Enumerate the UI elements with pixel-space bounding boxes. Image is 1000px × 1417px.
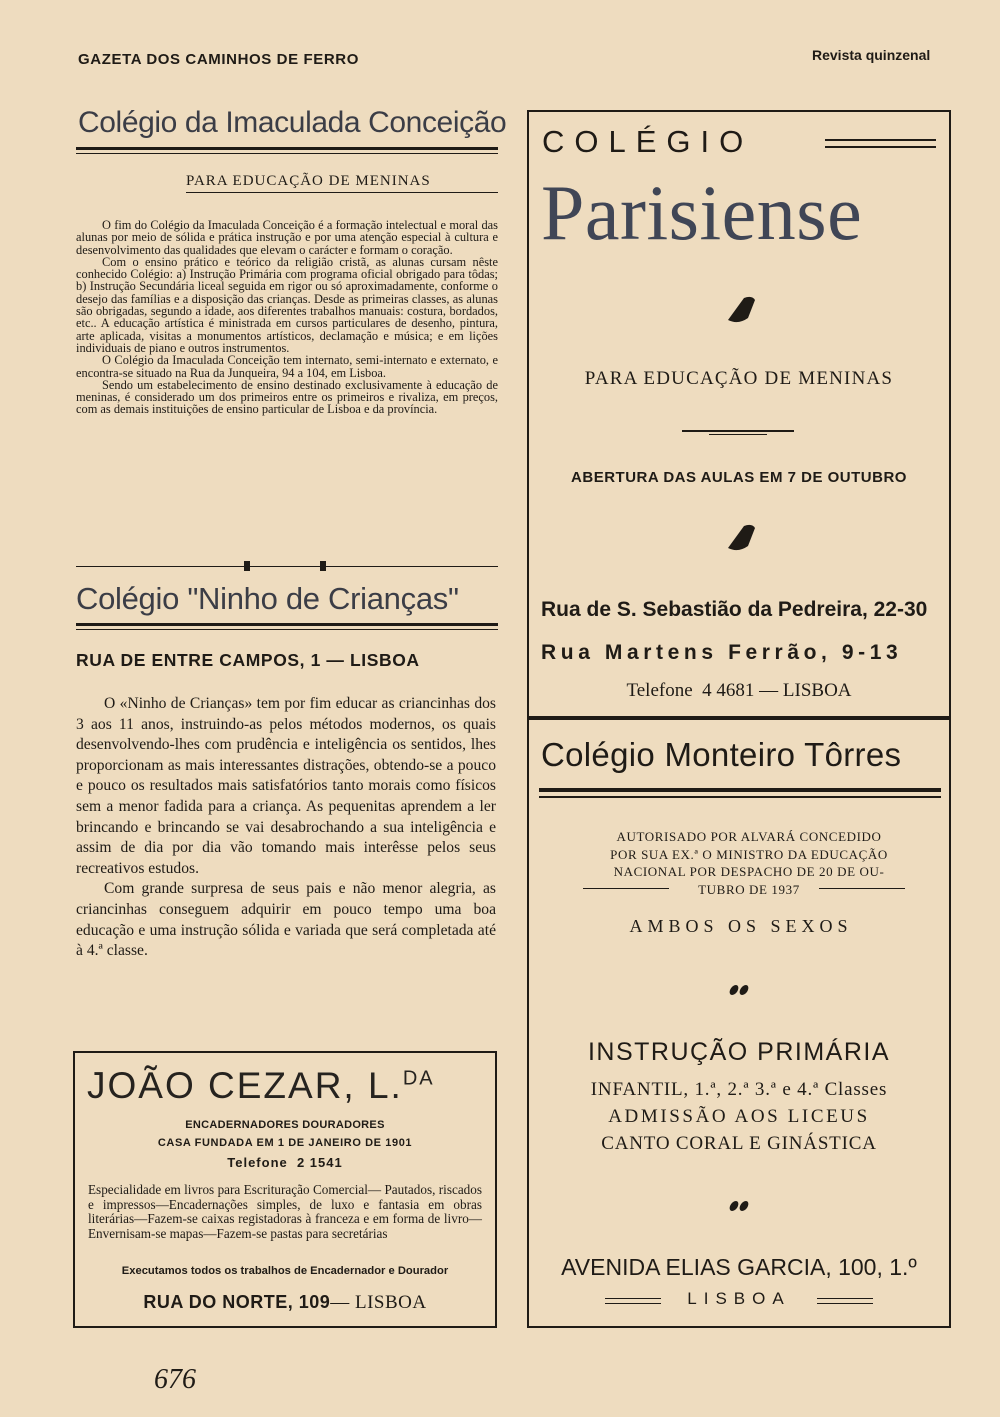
monteiro-instruction-line: INFANTIL, 1.ª, 2.ª 3.ª e 4.ª Classes — [590, 1079, 888, 1100]
imaculada-paragraph: Sendo um estabelecimento de ensino destinado exclusivamente à educação de meninas, é considerado um dos primeiros entre os primeiros e rivaliza, em preços, com as demais instituições de ensino particular de Lisboa e da província. — [76, 377, 498, 417]
leaf-ornament-icon — [724, 294, 760, 328]
monteiro-address: AVENIDA ELIAS GARCIA, 100, 1.º — [561, 1254, 917, 1280]
imaculada-rule-thick — [76, 147, 498, 150]
imaculada-subtitle-underline — [186, 192, 498, 193]
imaculada-body — [76, 219, 498, 416]
imaculada-paragraph: Com o ensino prático e teórico da religião cristã, as alunas cursam nêste conhecido Colégio: a) Instrução Primária com programa oficial obrigado para tôdas; b) Instrução Secundária liceal seguida em rigor ou só aproximadamente, conforme o desejo das famílias e a disposição das crianças. Desde as primeiras classes, as alunas são obrigadas, segundo a idade, aos diferentes trabalhos manuais: costura, bordados, etc.. A educação artística é ministrada em cursos particulares de desenho, pintura, arte aplicada, visitas a monumentos artísticos, declamação e música; e em lições individuais de piano e outros instrumentos. — [76, 254, 498, 355]
separator-mark-right — [320, 561, 326, 571]
joao-name — [87, 1065, 435, 1107]
monteiro-auth-line: TUBRO DE 1937 — [698, 881, 800, 897]
parisiense-word: COLÉGIO — [542, 124, 754, 159]
monteiro-sexes: AMBOS OS SEXOS — [629, 916, 853, 936]
ninho-paragraph: O «Ninho de Crianças» tem por fim educar as criancinhas dos 3 aos 11 anos, instruindo-as pelos métodos modernos, os quais desenvolvendo-lhes com prudência e inteligência os sentidos, lhes proporcionam as mais interessantes distrações, obtendo-se a pouco e pouco os resultados mais satisfatórios tanto morais como físicos sem a menor fadida para a criança. As pequenitas aprendem a ler brincando e brincando se vai desabrochando a sua inteligência e assim de dia por dia vão tomando mais interêsse pelos seus recreativos estudos. — [76, 695, 496, 877]
parisiense-name: Parisiense — [541, 169, 863, 256]
ninho-rule-thin — [76, 629, 498, 630]
monteiro-ad — [527, 718, 951, 1328]
joao-address-city: — LISBOA — [330, 1292, 427, 1313]
parisiense-opening: ABERTURA DAS AULAS EM 7 DE OUTUBRO — [571, 469, 907, 486]
monteiro-auth-line: POR SUA EX.ª O MINISTRO DA EDUCAÇÃO — [610, 846, 888, 862]
joao-name-sup: DA — [402, 1067, 435, 1090]
imaculada-paragraph: O Colégio da Imaculada Conceição tem internato, semi-internato e externato, e encontra-se situado na Rua da Junqueira, 94 a 104, em Lisboa. — [76, 353, 498, 380]
monteiro-instruction-line: ADMISSÃO AOS LICEUS — [608, 1106, 870, 1127]
monteiro-instruction-line: CANTO CORAL E GINÁSTICA — [601, 1133, 877, 1154]
imaculada-title: Colégio da Imaculada Conceição — [78, 106, 507, 139]
page-number: 676 — [154, 1364, 196, 1395]
monteiro-auth-rule-right — [819, 888, 905, 889]
parisiense-divider-thin — [709, 434, 767, 435]
article-separator — [76, 566, 498, 567]
joao-name-text: JOÃO CEZAR, L. — [87, 1065, 403, 1106]
monteiro-city-rule-right — [817, 1298, 873, 1299]
parisiense-phone: Telefone 4 4681 — LISBOA — [626, 680, 852, 701]
monteiro-auth-line: AUTORISADO POR ALVARÁ CONCEDIDO — [616, 829, 882, 844]
ninho-paragraph: Com grande surpresa de seus pais e não menor alegria, as criancinhas conseguem adquirir em pouco tempo uma boa educação e uma instrução sólida e variada que será completada até à 4.ª classe. — [76, 880, 496, 960]
imaculada-subtitle: PARA EDUCAÇÃO DE MENINAS — [186, 173, 431, 189]
monteiro-instruction-title: INSTRUÇÃO PRIMÁRIA — [587, 1038, 891, 1066]
joao-address — [75, 1292, 495, 1314]
monteiro-instruction-list — [529, 1076, 949, 1157]
parisiense-ad — [527, 110, 951, 718]
joao-description: Especialidade em livros para Escrituração Comercial— Pautados, riscados e impressos—Encadernações simples, de luxo e fantasia em obras literárias—Fazem-se caixas registadoras à franceza e em forma de livro—Envernisam-se mapas—Fazem-se pastas para secretárias — [88, 1182, 482, 1241]
parisiense-word-rule-2 — [825, 146, 936, 148]
joao-founded: CASA FUNDADA EM 1 DE JANEIRO DE 1901 — [157, 1137, 413, 1149]
parisiense-address-2: Rua Martens Ferrão, 9-13 — [541, 641, 903, 664]
joao-trade: ENCADERNADORES DOURADORES — [185, 1119, 385, 1131]
monteiro-rule-thin — [539, 796, 941, 798]
imaculada-paragraph: O fim do Colégio da Imaculada Conceição é a formação intelectual e moral das alunas por meio de sólida e prática instrução e por uma atenção especial à cultura e desenvolvimento das qualidades que elevam o carácter e formam o coração. — [76, 218, 498, 257]
separator-mark-left — [244, 561, 250, 571]
parisiense-divider — [682, 430, 794, 432]
leaf-ornament-icon — [724, 522, 760, 556]
monteiro-title: Colégio Monteiro Tôrres — [541, 736, 902, 773]
joao-phone: Telefone 2 1541 — [227, 1155, 343, 1170]
imaculada-rule-thin — [76, 153, 498, 154]
monteiro-city: LISBOA — [687, 1289, 791, 1308]
ninho-title: Colégio "Ninho de Crianças" — [76, 581, 459, 616]
monteiro-auth-rule-left — [583, 888, 669, 889]
monteiro-rule-thick — [539, 788, 941, 792]
ninho-address: RUA DE ENTRE CAMPOS, 1 — LISBOA — [76, 650, 420, 670]
joao-address-street: RUA DO NORTE, 109 — [143, 1292, 331, 1312]
monteiro-city-rule-right-2 — [817, 1303, 873, 1304]
ninho-body — [76, 694, 496, 962]
monteiro-auth-line: NACIONAL POR DESPACHO DE 20 DE OU- — [613, 864, 885, 879]
dots-ornament-icon — [529, 982, 949, 1000]
joao-cezar-ad — [73, 1051, 497, 1328]
joao-services: Executamos todos os trabalhos de Encadernador e Dourador — [121, 1265, 449, 1277]
parisiense-address-1: Rua de S. Sebastião da Pedreira, 22-30 — [541, 598, 928, 621]
parisiense-subtitle: PARA EDUCAÇÃO DE MENINAS — [584, 368, 894, 389]
ninho-rule-thick — [76, 623, 498, 626]
dots-ornament-icon — [529, 1198, 949, 1216]
journal-frequency: Revista quinzenal — [812, 47, 931, 63]
journal-title: GAZETA DOS CAMINHOS DE FERRO — [78, 51, 359, 68]
parisiense-word-rule-1 — [825, 139, 936, 141]
